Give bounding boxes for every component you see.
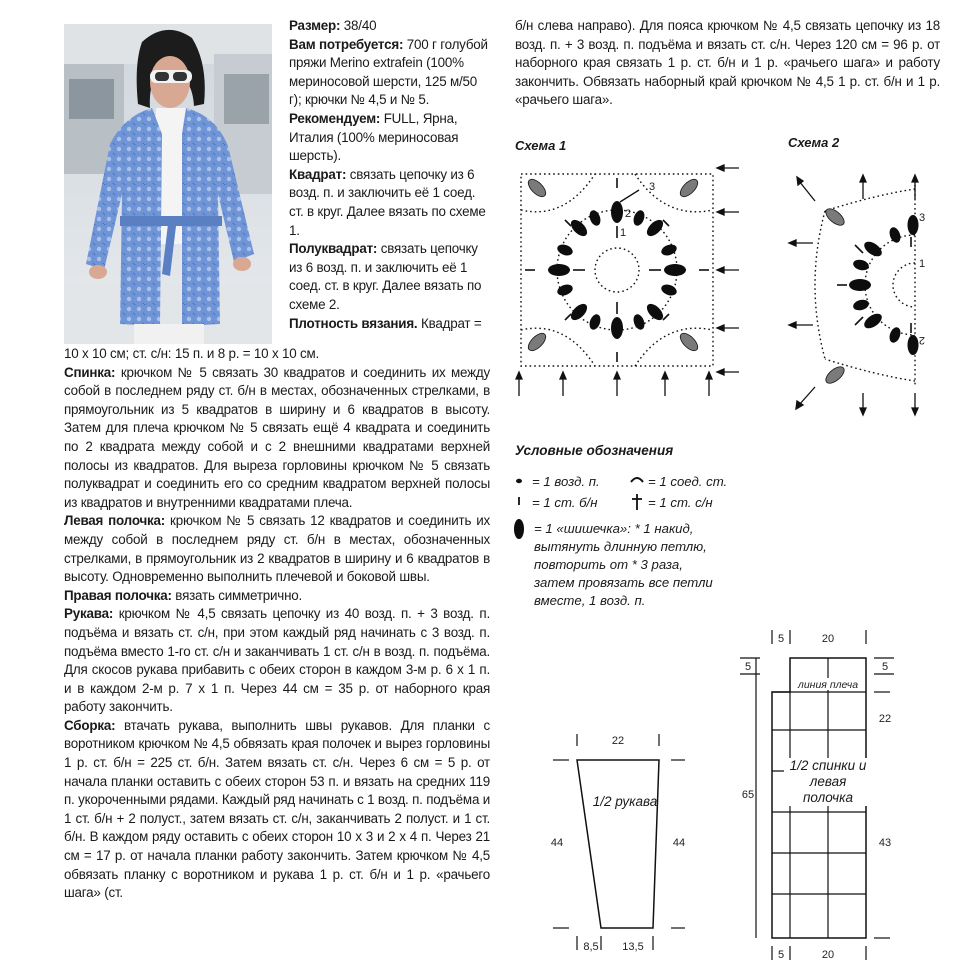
body-right-top-height: 5: [881, 661, 889, 673]
paragraph: [64, 364, 490, 513]
paragraph: [289, 315, 489, 334]
body-bottom-left-width: 5: [777, 949, 785, 961]
schema-1-label-1: 1: [620, 227, 627, 239]
arrow-icon: [516, 372, 522, 396]
arrow-icon: [796, 387, 815, 409]
legend-title: Условные обозначения: [515, 443, 674, 458]
schema-1-diagram: [505, 160, 735, 400]
paragraph-heading: Правая полочка:: [64, 587, 172, 603]
sleeve-bottom-right: 13,5: [622, 941, 644, 953]
body-side-height: 43: [878, 837, 892, 849]
paragraph-heading: Рукава:: [64, 606, 114, 622]
body-text: [64, 345, 490, 903]
body-top-right-width: 20: [821, 633, 835, 645]
paragraph-heading: Левая полочка:: [64, 513, 166, 529]
legend-slip: = 1 соед. ст.: [648, 474, 728, 489]
arrow-icon: [912, 175, 918, 199]
body-label: 1/2 спинки и левая полочка: [784, 758, 872, 806]
schema-2-title: Схема 2: [788, 135, 840, 150]
paragraph: [64, 605, 490, 717]
sleeve-left-height: 44: [550, 837, 564, 849]
arrow-icon: [717, 369, 739, 375]
paragraph-text: FULL, Ярна, Италия (100% мериносовая шерсть).: [289, 110, 459, 164]
sleeve-pattern-diagram: [545, 728, 745, 958]
body-top-left-width: 5: [777, 633, 785, 645]
body-left-top-height: 5: [744, 661, 752, 673]
arrow-icon: [912, 393, 918, 415]
shoulder-line-label: линия плеча: [797, 679, 859, 691]
paragraph-text: вязать симметрично.: [171, 587, 303, 603]
paragraph-text: крючком № 4,5 связать цепочку из 40 возд. п. + 3 возд. п. подъёма и вязать ст. с/н, при этом каждый ряд начинать с 3 возд. п. подъёма вместо 1-го ст. с/н и заканчивать 1 ст. с/н в возд. п. подъёма. Для скосов рукава прибавить с обеих сторон в каждом 3-м р. 6 х 1 п. и в каждом 2-м р. 7 х 1 п. Через 44 см = 35 р. от наборного края работу закончить.: [64, 606, 490, 715]
arrow-icon: [789, 240, 813, 246]
paragraph: [64, 345, 490, 364]
paragraph-heading: Плотность вязания.: [289, 315, 418, 331]
slip-symbol-icon: [631, 478, 643, 482]
schema-2-label-3: 3: [919, 212, 926, 224]
body-pattern-diagram: [740, 630, 900, 960]
schema-1-label-3: 3: [649, 181, 656, 193]
schema-1-title: Схема 1: [515, 138, 567, 153]
paragraph-text: втачать рукава, выполнить швы рукавов. Для планки с воротником крючком № 4,5 обвязать края полочек и вырез горловины 1 р. ст. б/н = 225 ст. б/н. Затем вязать ст. с/н. Через 6 см = 5 р. от начала планки оставить с обеих сторон 53 п. и вязать на средних 119 п. укороченными рядами. Каждый ряд начинать с 1 возд. п. подъёма и 1 ст. б/н + 2 полуст., затем вязать ст. с/н, заканчивать 2 полуст. и 1 ст. б/н. В каждом ряду оставить с обеих сторон 10 х 3 и 2 х 4 п. Через 21 см = 17 р. от начала планки работу закончить. Затем крючком № 4,5 обвязать планку с воротником и рукава 1 р. ст. б/н и 1 р. «рачьего шага» (ст.: [64, 717, 490, 901]
legend-bobble: = 1 «шишечка»: * 1 накид, вытянуть длинную петлю, повторить от * 3 раза, затем провязать все петли вместе, 1 возд. п.: [534, 521, 713, 608]
paragraph-heading: Рекомендуем:: [289, 110, 381, 126]
body-total-height: 65: [741, 789, 755, 801]
paragraph-heading: Спинка:: [64, 364, 116, 380]
arrow-icon: [789, 322, 813, 328]
paragraph-text: связать цепочку из 6 возд. п. и заключить её 1 соед. ст. в круг. Далее вязать по схеме 2.: [289, 241, 482, 312]
legend-dc: = 1 ст. с/н: [648, 495, 713, 510]
paragraph: [289, 36, 489, 110]
dc-symbol-icon: [632, 494, 642, 510]
belt-instructions: б/н слева направо). Для пояса крючком № 4,5 связать цепочку из 18 возд. п. + 3 возд. п. подъёма и вязать ст. с/н. Через 120 см = 96 р. от наборного края связать 1 р. ст. б/н и 1 р. «рачьего шага» и работу закончить. Обвязать наборный край крючком № 4,5 1 р. ст. б/н и 1 р. «рачьего шага».: [515, 18, 940, 108]
legend-sc: = 1 ст. б/н: [532, 495, 598, 510]
paragraph: [289, 110, 489, 166]
paragraph: [289, 17, 489, 36]
paragraph-text: Квадрат =: [417, 315, 482, 331]
body-right-mid-height: 22: [878, 713, 892, 725]
arrow-icon: [717, 325, 739, 331]
arrow-icon: [560, 372, 566, 396]
paragraph-text: связать цепочку из 6 возд. п. и заключить её 1 соед. ст. в круг. Далее вязать по схеме 1.: [289, 166, 486, 238]
sleeve-right-height: 44: [672, 837, 686, 849]
paragraph-heading: Полуквадрат:: [289, 241, 378, 257]
paragraph-heading: Вам потребуется:: [289, 36, 404, 52]
paragraph-text: 700 г голубой пряжи Merino extrafein (100% мериносовой шерсти, 125 м/50 г); крючки № 4,5 и № 5.: [289, 36, 488, 108]
paragraph: [64, 717, 490, 903]
arrow-icon: [717, 267, 739, 273]
schema-2-label-1: 1: [919, 258, 926, 270]
paragraph-heading: Сборка:: [64, 717, 116, 733]
model-photo: [64, 24, 272, 344]
paragraph-heading: Размер:: [289, 18, 341, 33]
schema-2-diagram: [785, 165, 945, 415]
arrow-icon: [717, 209, 739, 215]
arrow-icon: [860, 393, 866, 415]
arrow-icon: [797, 177, 815, 201]
chain-symbol-icon: [516, 479, 522, 483]
right-column-text: [515, 17, 940, 110]
paragraph: [64, 512, 490, 586]
paragraph-heading: Квадрат:: [289, 166, 347, 182]
arrow-icon: [706, 372, 712, 396]
schema-2-label-2: 2: [918, 334, 925, 346]
paragraph-text: крючком № 5 связать 12 квадратов и соединить их между собой в последнем ряду ст. б/н в местах, обозначенных стрелками, в прямоугольник из 2 квадратов в ширину и 6 квадратов в высоту. Одновременно выполнить плечевой и боковой швы.: [64, 513, 490, 585]
body-bottom-right-width: 20: [821, 949, 835, 961]
legend-chain: = 1 возд. п.: [532, 474, 600, 489]
paragraph: [289, 240, 489, 314]
arrow-icon: [860, 175, 866, 199]
bobble-symbol-icon: [514, 519, 524, 539]
sleeve-label: 1/2 рукава: [592, 794, 658, 809]
arrow-icon: [614, 372, 620, 396]
paragraph-text: 38/40: [340, 18, 377, 33]
paragraph: [64, 587, 490, 606]
paragraph-text: крючком № 5 связать 30 квадратов и соединить их между собой в последнем ряду ст. б/н в местах, обозначенных стрелками, в прямоугольник из 5 квадратов в ширину и 6 квадратов в высоту. Затем для плеча крючком № 5 связать ещё 4 квадрата и соединить по 2 квадрата между собой и с 2 внешними квадратами верхней полосы из квадратов. Для выреза горловины крючком № 5 связать полуквадрат и соединить его со средним квадратом верхней полосы из квадратов и внутренними квадратами плеча.: [64, 364, 490, 510]
arrow-icon: [717, 165, 739, 171]
sleeve-top-width: 22: [611, 735, 625, 747]
paragraph-text: 10 х 10 см; ст. с/н: 15 п. и 8 р. = 10 х 10 см.: [64, 346, 319, 361]
arrow-icon: [662, 372, 668, 396]
intro-text: [289, 17, 489, 333]
schema-1-label-2: 2: [625, 208, 632, 220]
sleeve-bottom-left: 8,5: [583, 941, 599, 953]
paragraph: [289, 166, 489, 240]
